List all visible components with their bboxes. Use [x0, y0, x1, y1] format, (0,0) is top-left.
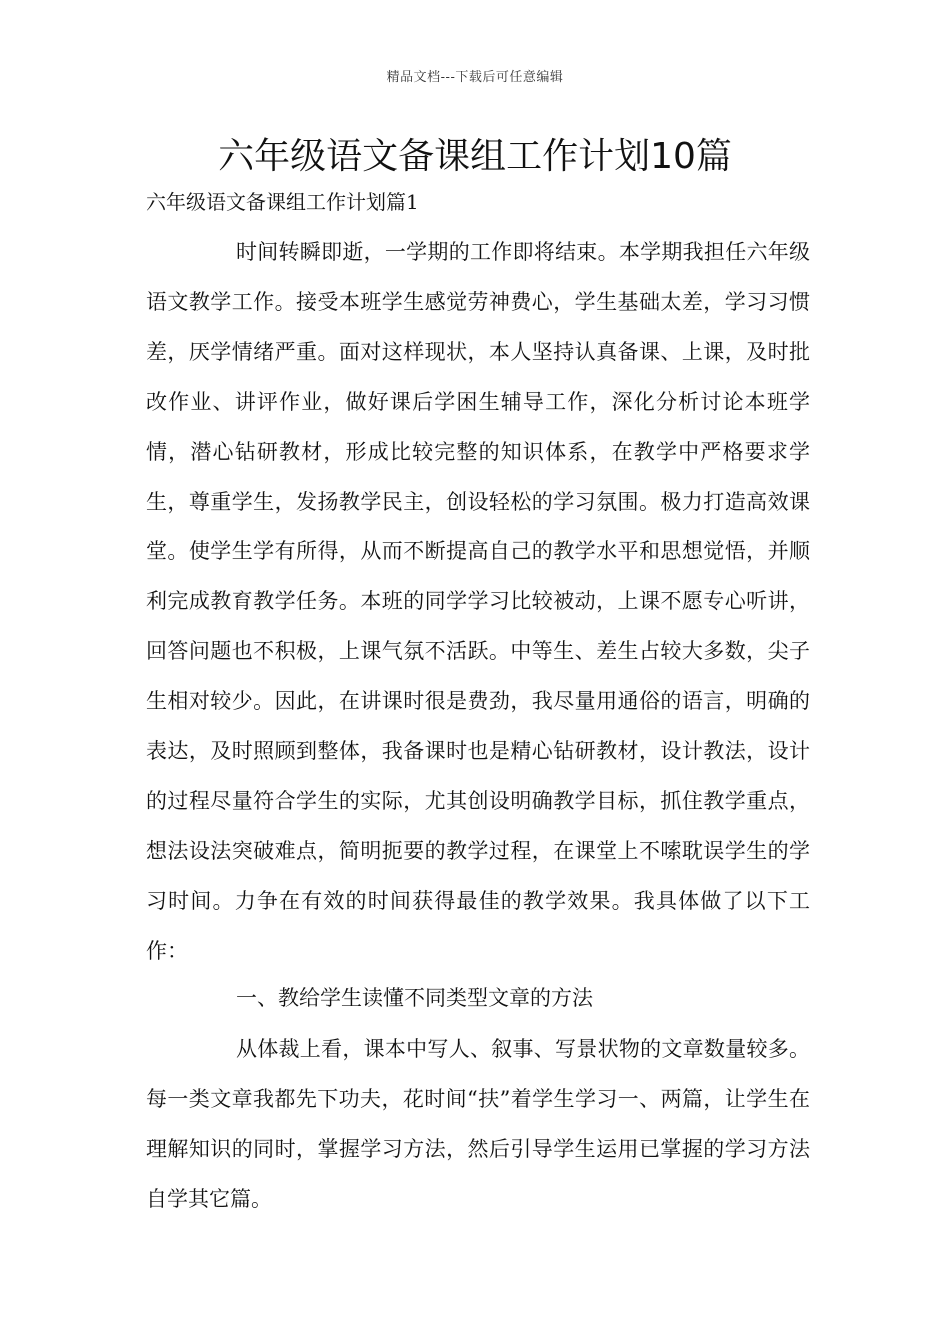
body-paragraph: 从体裁上看，课本中写人、叙事、写景状物的文章数量较多。每一类文章我都先下功夫，花时间“扶”着学生学习一、两篇，让学生在理解知识的同时，掌握学习方法，然后引导学生运用已掌握的学习方法自学其它篇。: [146, 1037, 810, 1211]
header-note: 精品文档---下载后可任意编辑: [386, 70, 564, 85]
body-paragraph: 时间转瞬即逝，一学期的工作即将结束。本学期我担任六年级语文教学工作。接受本班学生感觉劳神费心，学生基础太差，学习习惯差，厌学情绪严重。面对这样现状，本人坚持认真备课、上课，及时批改作业、讲评作业，做好课后学困生辅导工作，深化分析讨论本班学情，潜心钻研教材，形成比较完整的知识体系，在教学中严格要求学生，尊重学生，发扬教学民主，创设轻松的学习氛围。极力打造高效课堂。使学生学有所得，从而不断提高自己的教学水平和思想觉悟，并顺利完成教育教学任务。本班的同学学习比较被动，上课不愿专心听讲，回答问题也不积极，上课气氛不活跃。中等生、差生占较大多数，尖子生相对较少。因此，在讲课时很是费劲，我尽量用通俗的语言，明确的表达，及时照顾到整体，我备课时也是精心钻研教材，设计教法，设计的过程尽量符合学生的实际，尤其创设明确教学目标，抓住教学重点，想法设法突破难点，简明扼要的教学过程，在课堂上不嗦耽误学生的学习时间。力争在有效的时间获得最佳的教学效果。我具体做了以下工作：: [146, 240, 810, 963]
section-heading-container: [146, 974, 810, 1024]
document-title: 六年级语文备课组工作计划10篇: [218, 136, 732, 177]
body-paragraph-2-container: [146, 1025, 810, 1225]
section-heading: 一、教给学生读懂不同类型文章的方法: [236, 986, 593, 1010]
body-paragraph-1-container: [146, 228, 810, 977]
section-subtitle: 六年级语文备课组工作计划篇1: [146, 190, 419, 214]
